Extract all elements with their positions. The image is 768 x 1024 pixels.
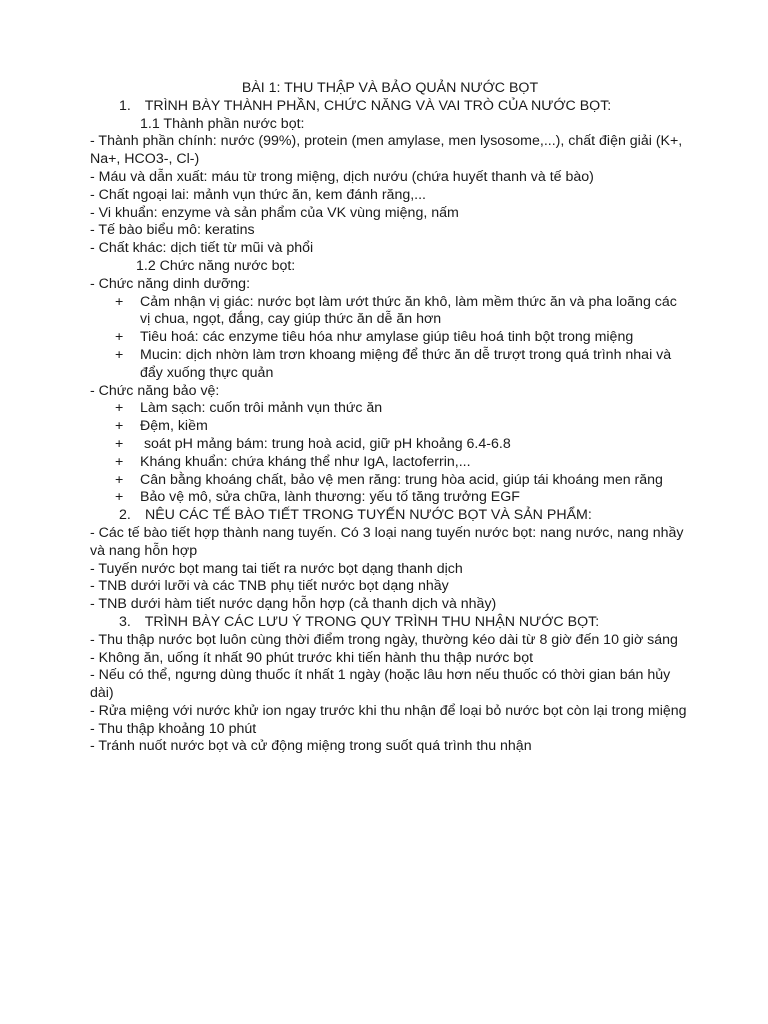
nutrition-list-item (90, 294, 690, 330)
section-2-heading (90, 507, 690, 525)
composition-line: - Thành phần chính: nước (99%), protein (men amylase, men lysosome,...), chất điện giải (K+, Na+, HCO3-, Cl-) (90, 133, 683, 168)
bullet-mark: + (115, 293, 124, 310)
section-2-number: 2. (119, 507, 131, 524)
subsection-1-2-heading: 1.2 Chức năng nước bọt: (136, 257, 296, 274)
nutrition-function-label: - Chức năng dinh dưỡng: (90, 275, 251, 292)
collection-note-line: - Rửa miệng với nước khử ion ngay trước khi thu nhận để loại bỏ nước bọt còn lại trong miệng (90, 702, 687, 719)
document-body (90, 80, 690, 756)
protection-list-item (90, 400, 690, 418)
collection-note-line: - Nếu có thể, ngưng dùng thuốc ít nhất 1 ngày (hoặc lâu hơn nếu thuốc có thời gian bán hủy dài) (90, 667, 671, 702)
bullet-mark: + (115, 435, 124, 452)
nutrition-item-text: Tiêu hoá: các enzyme tiêu hóa như amylase giúp tiêu hoá tinh bột trong miệng (140, 329, 634, 346)
secretory-cell-line: - TNB dưới hàm tiết nước dạng hỗn hợp (cả thanh dịch và nhầy) (90, 596, 497, 613)
document-title: BÀI 1: THU THẬP VÀ BẢO QUẢN NƯỚC BỌT (241, 80, 539, 96)
nutrition-list-item (90, 347, 690, 383)
composition-line: - Vi khuẩn: enzyme và sản phẩm của VK vùng miệng, nấm (90, 204, 459, 221)
secretory-cell-line: - TNB dưới lưỡi và các TNB phụ tiết nước bọt dạng nhầy (90, 578, 449, 595)
collection-note-line: - Thu thập nước bọt luôn cùng thời điểm trong ngày, thường kéo dài từ 8 giờ đến 10 giờ sáng (90, 631, 678, 648)
protection-item-text: Kháng khuẩn: chứa kháng thể như IgA, lactoferrin,... (140, 453, 471, 470)
protection-list-item (90, 418, 690, 436)
composition-line: - Máu và dẫn xuất: máu từ trong miệng, dịch nướu (chứa huyết thanh và tế bào) (90, 168, 594, 185)
protection-item-text: Làm sạch: cuốn trôi mảnh vụn thức ăn (140, 400, 383, 417)
subsection-1-1-heading: 1.1 Thành phần nước bọt: (140, 115, 305, 132)
protection-function-label: - Chức năng bảo vệ: (90, 382, 220, 399)
bullet-mark: + (115, 346, 124, 363)
nutrition-item-text: Mucin: dịch nhờn làm trơn khoang miệng để thức ăn dễ trượt trong quá trình nhai và đẩy xuống thực quản (140, 346, 672, 381)
section-1-heading-text: TRÌNH BÀY THÀNH PHẦN, CHỨC NĂNG VÀ VAI TRÒ CỦA NƯỚC BỌT: (144, 97, 612, 114)
secretory-cell-line: - Tuyến nước bọt mang tai tiết ra nước bọt dạng thanh dịch (90, 560, 463, 577)
protection-item-text: Đệm, kiềm (140, 418, 208, 435)
protection-list-item (90, 489, 690, 507)
collection-note-line: - Thu thập khoảng 10 phút (90, 720, 257, 737)
section-2-heading-text: NÊU CÁC TẾ BÀO TIẾT TRONG TUYẾN NƯỚC BỌT VÀ SẢN PHẨM: (144, 507, 592, 524)
bullet-mark: + (115, 489, 124, 506)
bullet-mark: + (115, 400, 124, 417)
bullet-mark: + (115, 453, 124, 470)
section-3-heading (90, 614, 690, 632)
nutrition-item-text: Cảm nhận vị giác: nước bọt làm ướt thức ăn khô, làm mềm thức ăn và pha loãng các vị chua, ngọt, đắng, cay giúp thức ăn dễ ăn hơn (140, 293, 677, 328)
nutrition-list-item (90, 329, 690, 347)
bullet-mark: + (115, 329, 124, 346)
protection-list-item (90, 454, 690, 472)
section-1-heading (90, 98, 690, 116)
section-3-number: 3. (119, 613, 131, 630)
collection-note-line: - Tránh nuốt nước bọt và cử động miệng trong suốt quá trình thu nhận (90, 738, 532, 755)
secretory-cell-line: - Các tế bào tiết hợp thành nang tuyến. Có 3 loại nang tuyến nước bọt: nang nước, nang nhầy và nang hỗn hợp (90, 524, 684, 559)
section-3-heading-text: TRÌNH BÀY CÁC LƯU Ý TRONG QUY TRÌNH THU NHẬN NƯỚC BỌT: (144, 613, 600, 630)
bullet-mark: + (115, 418, 124, 435)
bullet-mark: + (115, 471, 124, 488)
composition-line: - Chất khác: dịch tiết từ mũi và phổi (90, 240, 314, 257)
protection-item-text: Bảo vệ mô, sửa chữa, lành thương: yếu tố tăng trưởng EGF (140, 489, 520, 506)
composition-line: - Chất ngoại lai: mảnh vụn thức ăn, kem đánh răng,... (90, 186, 426, 203)
protection-item-text: Cân bằng khoáng chất, bảo vệ men răng: trung hòa acid, giúp tái khoáng men răng (140, 471, 663, 488)
collection-note-line: - Không ăn, uống ít nhất 90 phút trước khi tiến hành thu thập nước bọt (90, 649, 534, 666)
protection-item-text: soát pH mảng bám: trung hoà acid, giữ pH khoảng 6.4-6.8 (140, 435, 511, 452)
composition-line: - Tế bào biểu mô: keratins (90, 222, 255, 239)
section-1-number: 1. (119, 97, 131, 114)
protection-list-item (90, 436, 690, 454)
protection-list-item (90, 472, 690, 490)
